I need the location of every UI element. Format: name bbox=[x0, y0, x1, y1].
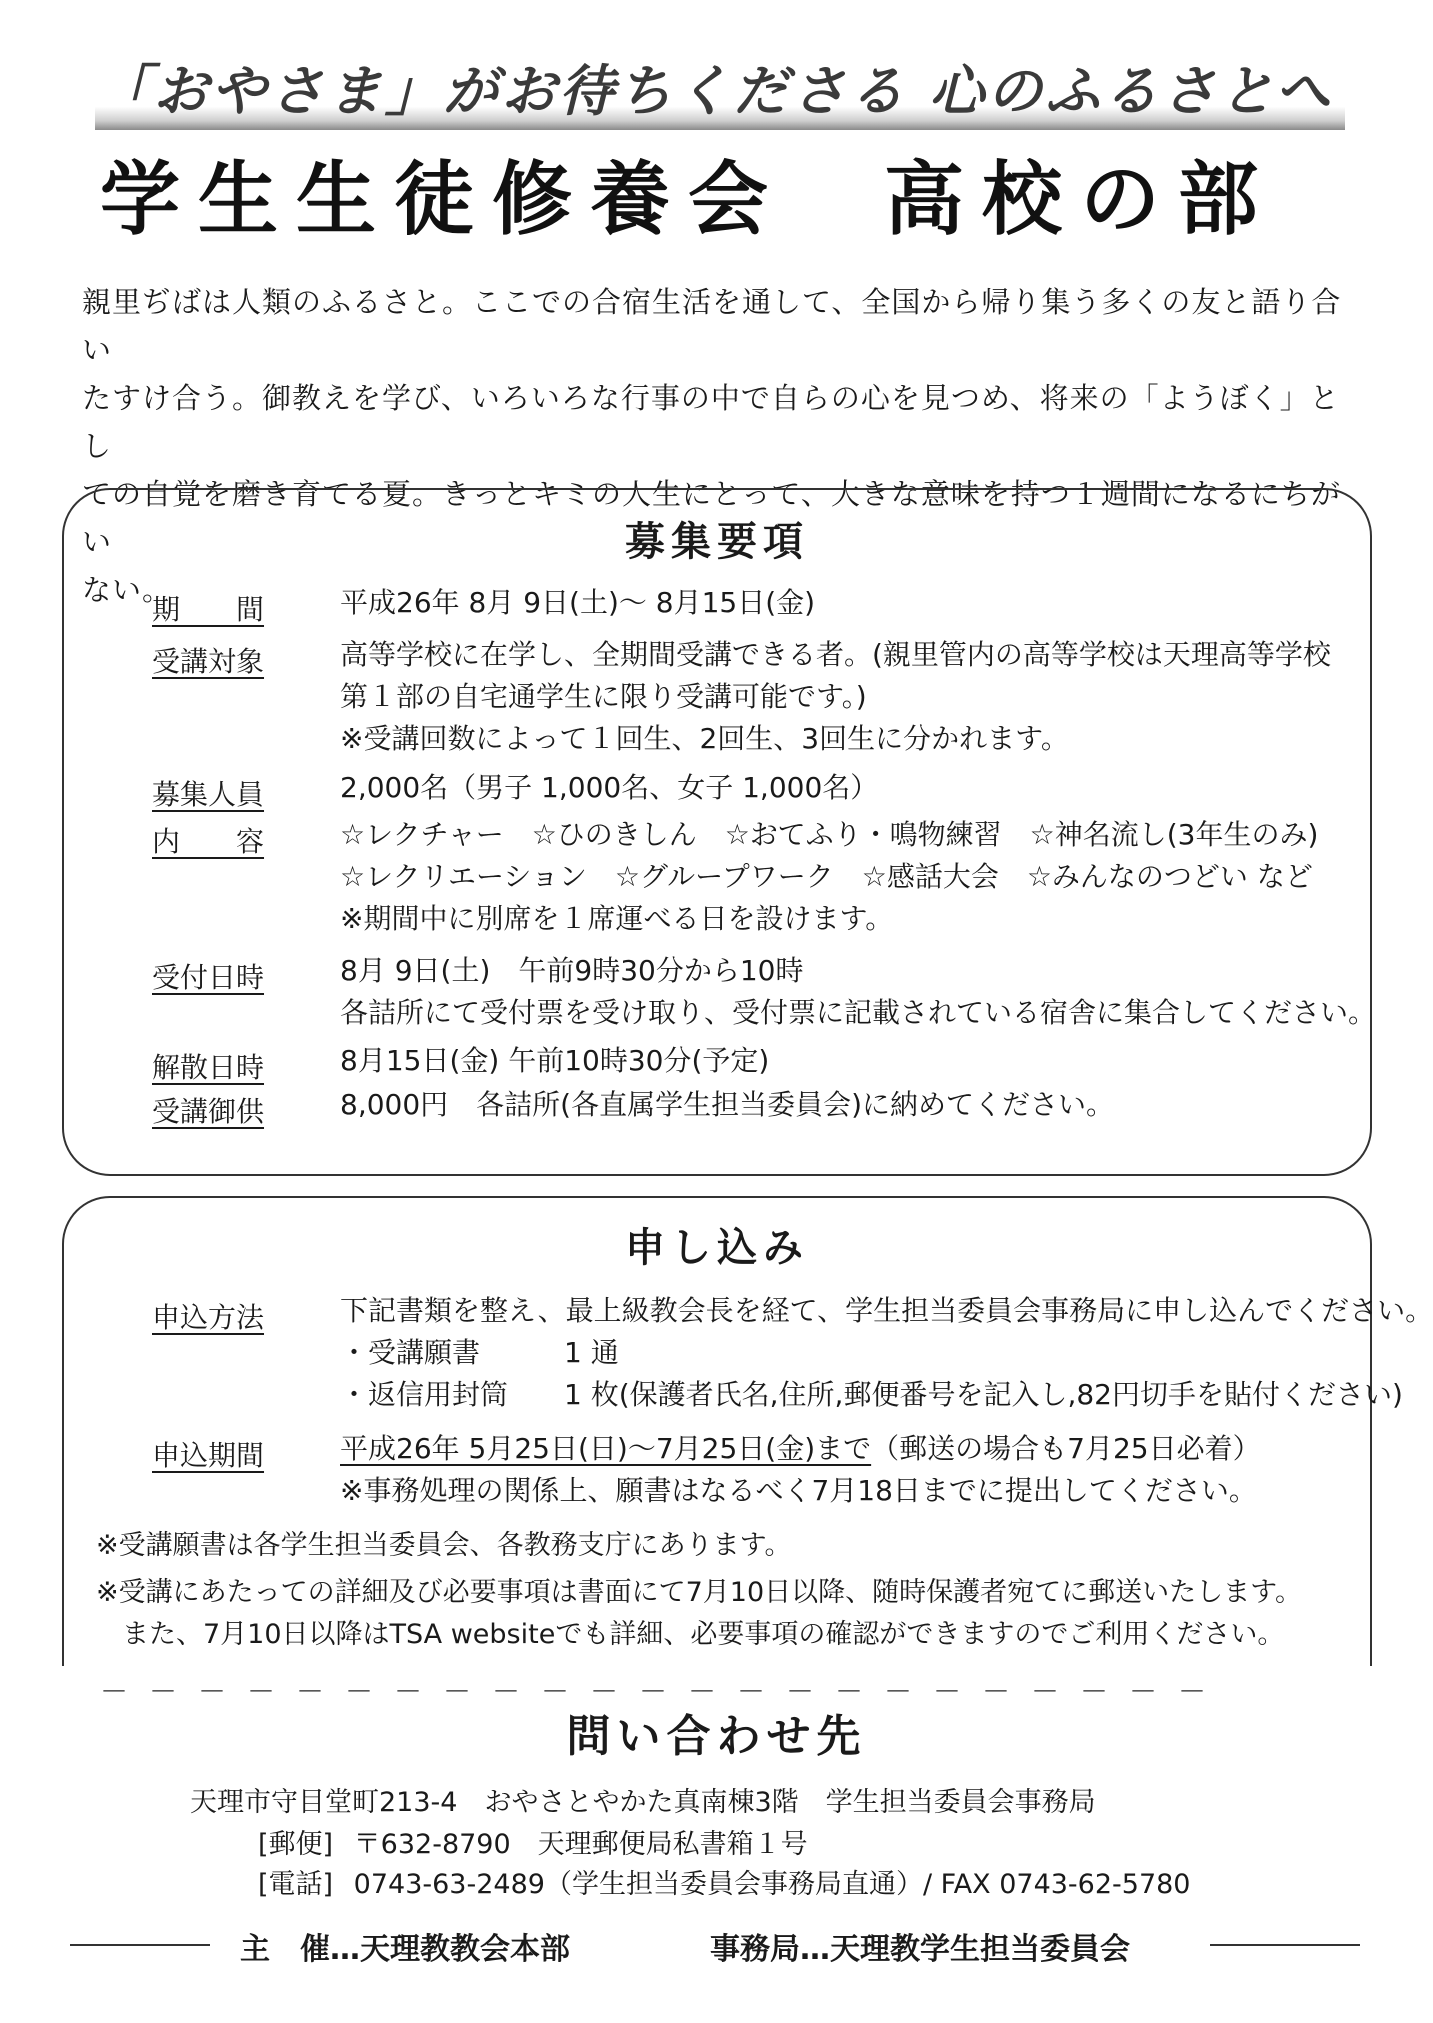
info-value bbox=[340, 1084, 1360, 1126]
note-line: ※受講にあたっての詳細及び必要事項は書面にて7月10日以降、随時保護者宛てに郵送いたします。 bbox=[96, 1577, 1302, 1608]
contact-tel: 0743-63-2489（学生担当委員会事務局直通）/ FAX 0743-62-5780 bbox=[353, 1869, 1191, 1900]
contact-post: 〒632-8790 天理郵便局私書箱１号 bbox=[353, 1829, 808, 1860]
info-line bbox=[340, 1428, 1360, 1470]
info-value bbox=[340, 950, 1377, 1034]
info-label: 期 間 bbox=[152, 593, 265, 626]
info-line: 高等学校に在学し、全期間受講できる者。(親里管内の高等学校は天理高等学校 bbox=[340, 638, 1331, 671]
footer-organizer: 主 催…天理教教会本部 bbox=[240, 1932, 570, 1967]
recruitment-box bbox=[62, 488, 1377, 1176]
intro-line: たすけ合う。御教えを学び、いろいろな行事の中で自らの心を見つめ、将来の「ようぼく」とし bbox=[82, 381, 1340, 463]
note-line: ※受講願書は各学生担当委員会、各教務支庁にあります。 bbox=[96, 1530, 792, 1561]
info-label: 内 容 bbox=[152, 825, 265, 858]
contact-post-row bbox=[258, 1822, 808, 1861]
info-line: ※事務処理の関係上、願書はなるべく7月18日までに提出してください。 bbox=[340, 1474, 1257, 1507]
info-line: 8月15日(金) 午前10時30分(予定) bbox=[340, 1044, 770, 1077]
contact-tel-label: [電話] bbox=[258, 1869, 334, 1900]
application-period-dates: 平成26年 5月25日(日)～7月25日(金)まで bbox=[340, 1432, 872, 1465]
contact-address: 天理市守目堂町213-4 おやさとやかた真南棟3階 学生担当委員会事務局 bbox=[190, 1787, 1096, 1818]
info-value bbox=[340, 634, 1360, 760]
dashed-divider: －－－－－－－－－－－－－－－－－－－－－－－ bbox=[100, 1675, 1228, 1708]
info-line: 第１部の自宅通学生に限り受講可能です。) bbox=[340, 680, 867, 713]
note-line: また、7月10日以降はTSA websiteでも詳細、必要事項の確認ができますのでご利用ください。 bbox=[122, 1619, 1285, 1650]
info-line: ☆レクリエーション ☆グループワーク ☆感話大会 ☆みんなのつどい など bbox=[340, 860, 1313, 893]
tagline: 「おやさま」がお待ちくださる 心のふるさとへ bbox=[95, 52, 1345, 130]
info-label: 申込方法 bbox=[152, 1301, 265, 1334]
application-period-extra: （郵送の場合も7月25日必着） bbox=[871, 1432, 1261, 1465]
contact-tel-row bbox=[258, 1862, 1191, 1901]
intro-line: 親里ぢばは人類のふるさと。ここでの合宿生活を通して、全国から帰り集う多くの友と語り合い bbox=[82, 285, 1342, 367]
application-box bbox=[62, 1196, 1433, 1666]
application-title: 申し込み bbox=[625, 1225, 809, 1271]
info-label: 受付日時 bbox=[152, 961, 265, 994]
info-value bbox=[340, 1428, 1360, 1512]
info-line: ※期間中に別席を１席運べる日を設けます。 bbox=[340, 902, 894, 935]
info-value bbox=[340, 767, 1360, 809]
intro-line: ない。 bbox=[82, 573, 173, 607]
info-label: 募集人員 bbox=[152, 778, 265, 811]
info-label: 申込期間 bbox=[152, 1439, 265, 1472]
contact-post-label: [郵便] bbox=[258, 1829, 334, 1860]
info-line: 各詰所にて受付票を受け取り、受付票に記載されている宿舎に集合してください。 bbox=[340, 996, 1377, 1029]
info-line: 下記書類を整え、最上級教会長を経て、学生担当委員会事務局に申し込んでください。 bbox=[340, 1294, 1433, 1327]
info-line: ・返信用封筒 1 枚(保護者氏名,住所,郵便番号を記入し,82円切手を貼付ください) bbox=[340, 1378, 1403, 1411]
info-line: 8,000円 各詰所(各直属学生担当委員会)に納めてください。 bbox=[340, 1088, 1115, 1121]
info-line: ☆レクチャー ☆ひのきしん ☆おてふり・鳴物練習 ☆神名流し(3年生のみ) bbox=[340, 818, 1319, 851]
footer-rule-left bbox=[70, 1944, 210, 1946]
footer bbox=[70, 1920, 1360, 1970]
info-line: ※受講回数によって１回生、2回生、3回生に分かれます。 bbox=[340, 722, 1069, 755]
footer-office: 事務局…天理教学生担当委員会 bbox=[710, 1932, 1130, 1967]
info-value bbox=[340, 1290, 1433, 1416]
contact-title: 問い合わせ先 bbox=[566, 1711, 867, 1762]
info-label: 受講対象 bbox=[152, 645, 265, 678]
info-line: 平成26年 8月 9日(土)～ 8月15日(金) bbox=[340, 586, 816, 619]
info-value bbox=[340, 814, 1360, 940]
info-value bbox=[340, 1040, 1360, 1082]
intro-line: ての自覚を磨き育てる夏。きっとキミの人生にとって、大きな意味を持つ１週間になるにちがい bbox=[82, 477, 1341, 559]
info-line: ・受講願書 1 通 bbox=[340, 1336, 619, 1369]
info-value bbox=[340, 582, 1360, 624]
info-label: 受講御供 bbox=[152, 1095, 265, 1128]
info-line: 8月 9日(土) 午前9時30分から10時 bbox=[340, 954, 804, 987]
footer-rule-right bbox=[1210, 1944, 1360, 1946]
info-line: 2,000名（男子 1,000名、女子 1,000名） bbox=[340, 771, 879, 804]
recruitment-title: 募集要項 bbox=[625, 519, 809, 565]
info-label: 解散日時 bbox=[152, 1051, 265, 1084]
page-title: 学生生徒修養会 高校の部 bbox=[100, 153, 1276, 246]
